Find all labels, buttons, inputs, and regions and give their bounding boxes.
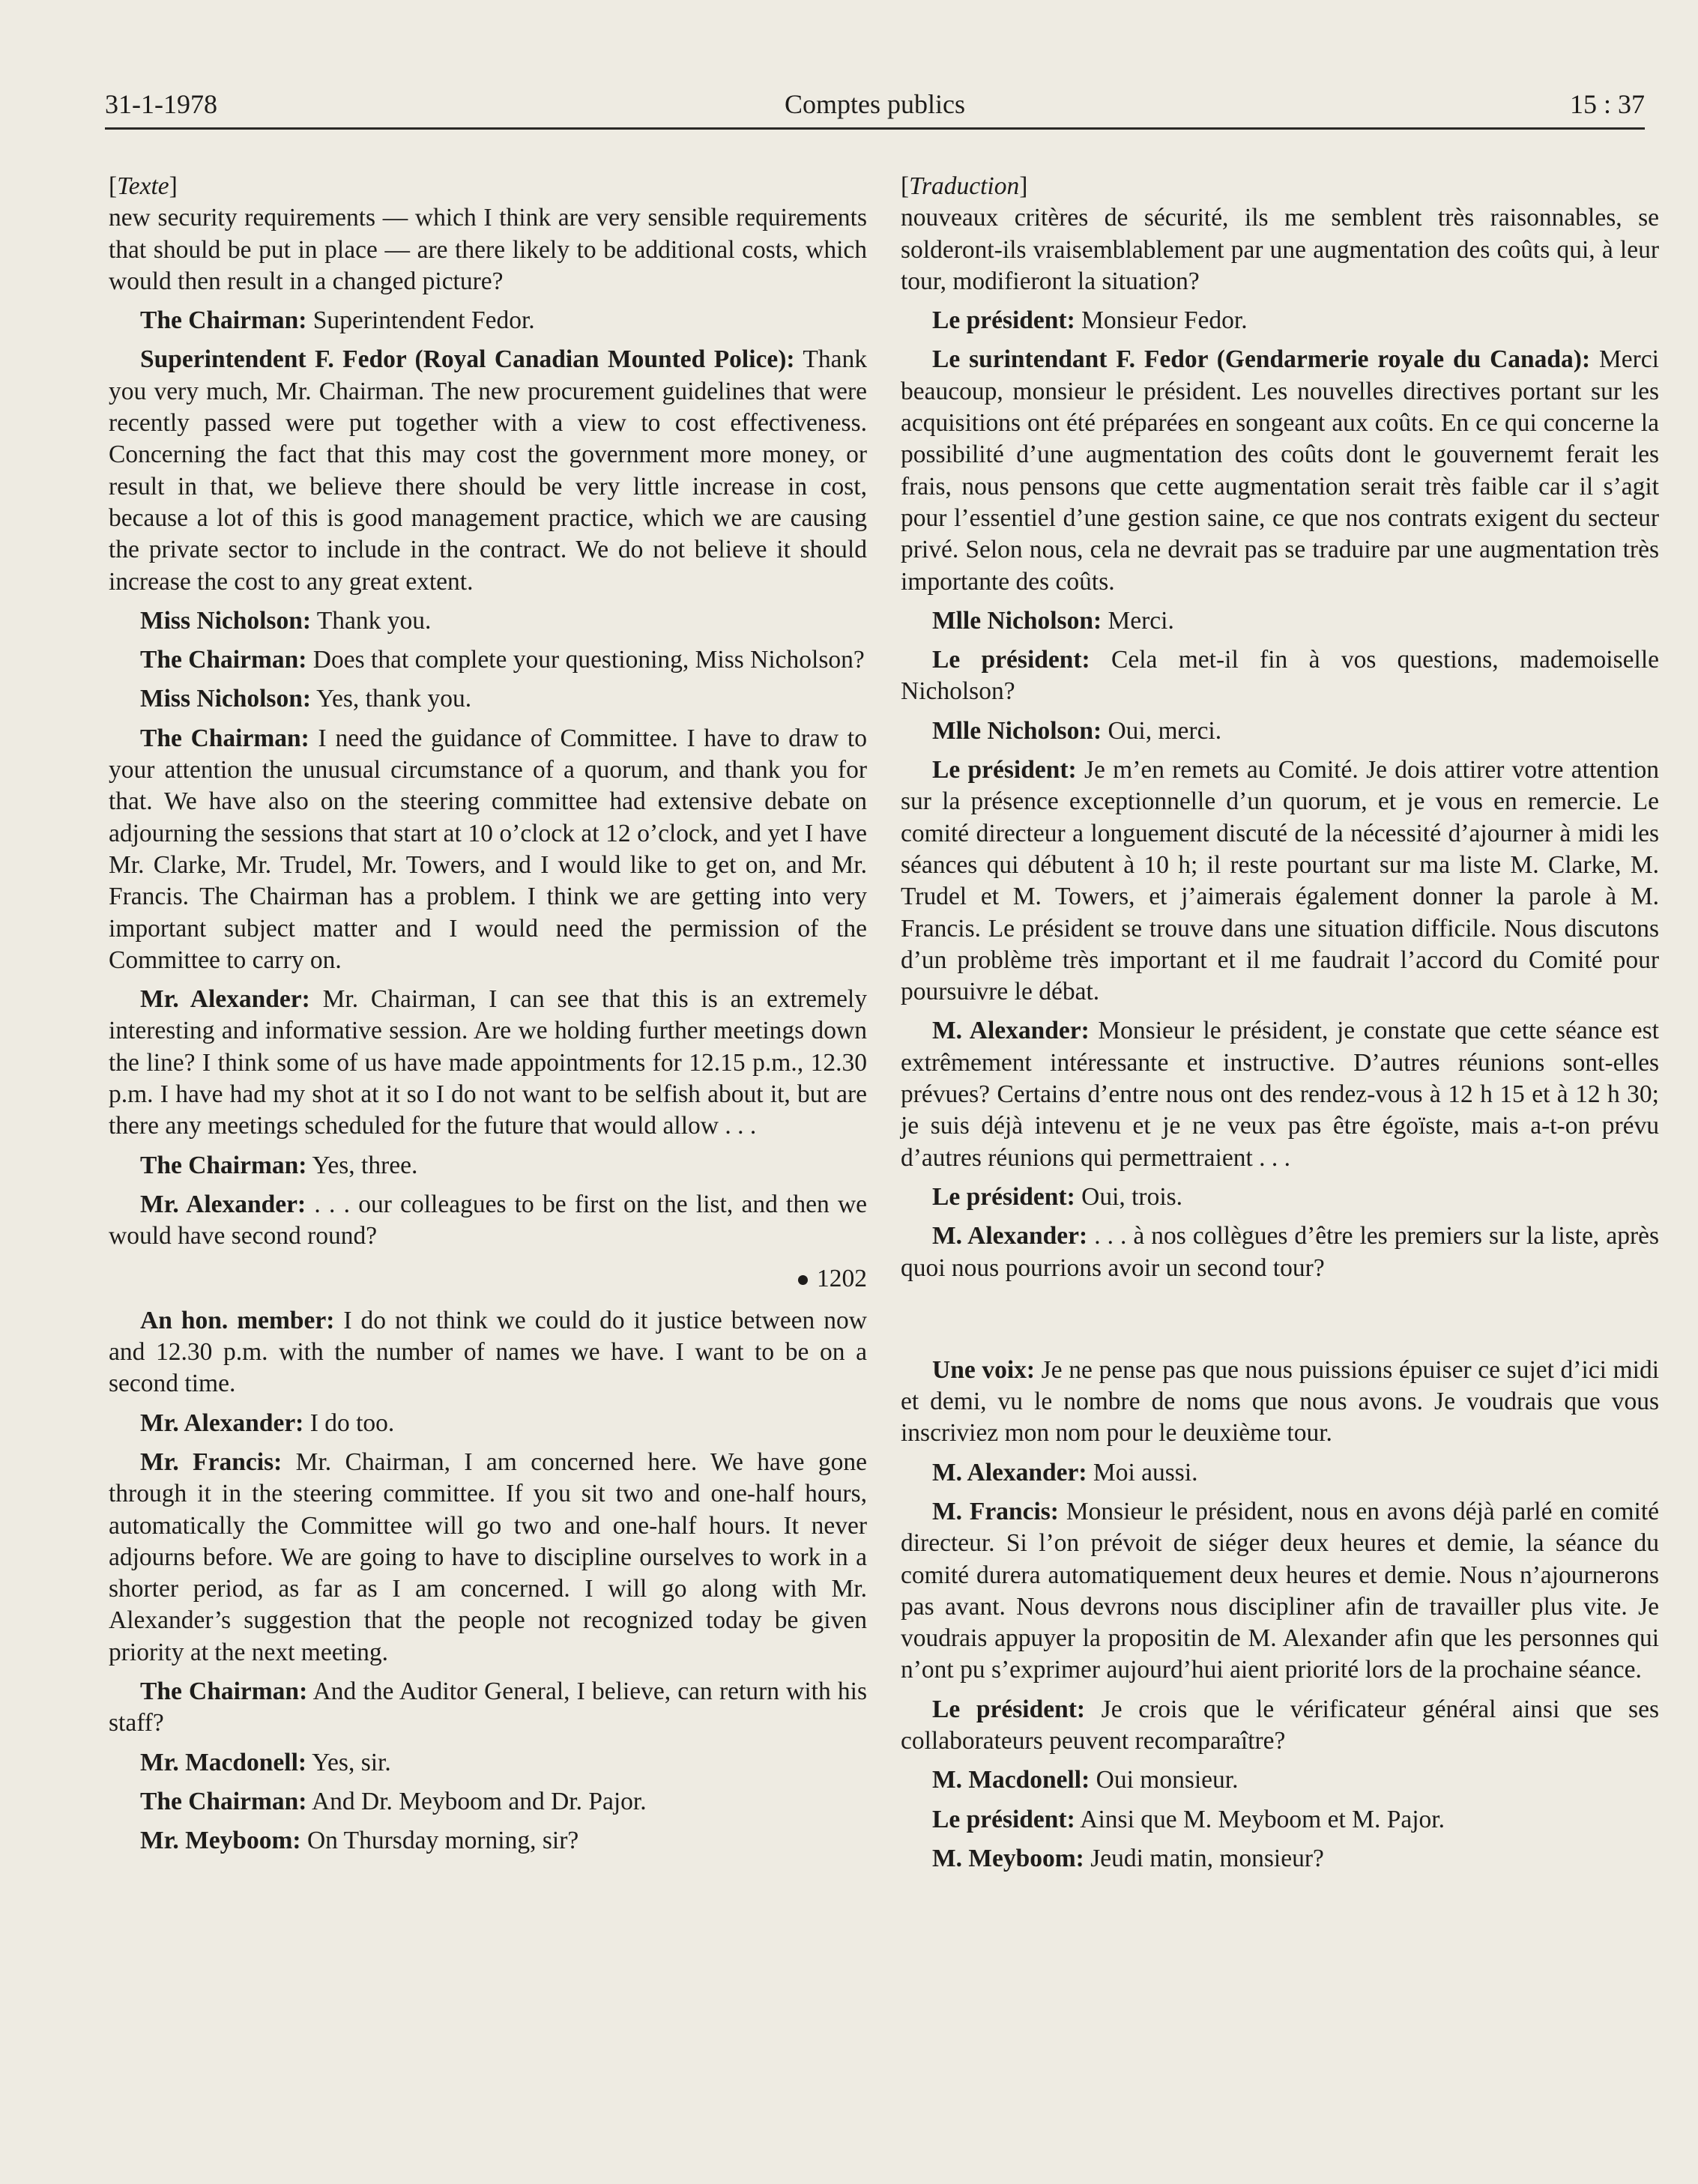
speaker-name: The Chairman: — [140, 1787, 307, 1815]
speaker-name: The Chairman: — [140, 724, 309, 752]
speaker-paragraph — [109, 1747, 867, 1779]
speaker-paragraph — [109, 1408, 867, 1439]
speaker-paragraph — [901, 1694, 1659, 1758]
speaker-paragraph — [109, 1786, 867, 1818]
speaker-name: Une voix: — [932, 1355, 1036, 1384]
speaker-paragraph — [901, 1843, 1659, 1875]
speaker-name: Le président: — [932, 1182, 1075, 1211]
speaker-paragraph — [901, 305, 1659, 336]
speaker-name: The Chairman: — [140, 646, 307, 674]
speaker-name: Miss Nicholson: — [140, 606, 312, 635]
speech-text: Mr. Chairman, I am concerned here. We have gone through it in the steering committee. If you sit two and one-half hours, automatically the Committee will go two and one-half hours. It never adjourns before. We are going to have to discipline ourselves to work in a shorter period, as far as I am concerned. I will go along with Mr. Alexander’s suggestion that the people not recognized today be given priority at the next meeting. — [109, 1448, 867, 1666]
speaker-name: Le président: — [932, 1695, 1086, 1723]
speaker-name: M. Alexander: — [932, 1017, 1090, 1045]
speaker-name: Mr. Meyboom: — [140, 1827, 301, 1855]
speaker-paragraph — [901, 605, 1659, 637]
speech-text: Yes, three. — [306, 1151, 418, 1179]
speaker-name: Mr. Macdonell: — [140, 1748, 307, 1776]
speech-text: Merci beaucoup, monsieur le président. Les nouvelles directives portant sur les acquisitions ont été préparées en songeant aux coûts. En ce qui concerne la possibilité d’une augmentation des coûts dont le gouvernemt ferait les frais, nous pensons que cette augmentation serait très faible car il s’agit pour l’essentiel d’une gestion saine, ce que nos contrats exigent du secteur privé. Selon nous, cela ne devrait pas se traduire par une augmentation très importante des coûts. — [901, 345, 1659, 596]
speaker-paragraph — [109, 683, 867, 715]
speech-text: On Thursday morning, sir? — [300, 1827, 579, 1855]
speaker-paragraph — [109, 305, 867, 336]
transcript-entries-continued — [901, 1355, 1659, 1875]
speaker-name: M. Macdonell: — [932, 1766, 1090, 1794]
speech-text: . . . our colleagues to be first on the list, and then we would have second round? — [109, 1190, 868, 1250]
intro-paragraph: new security requirements — which I think are very sensible requirements that should be put in place — are there likely to be additional costs, which would then result in a changed picture? — [109, 204, 867, 295]
speech-text: Oui, merci. — [1102, 716, 1222, 745]
language-tag: [Traduction] — [901, 172, 1028, 200]
speaker-paragraph — [901, 1015, 1659, 1173]
speaker-paragraph — [109, 344, 867, 597]
speaker-paragraph — [109, 1447, 867, 1669]
time-marker: 1202 — [109, 1263, 867, 1295]
speaker-name: M. Francis: — [932, 1497, 1059, 1525]
speaker-name: Miss Nicholson: — [140, 685, 312, 713]
speaker-paragraph — [901, 716, 1659, 747]
speaker-name: The Chairman: — [140, 1151, 307, 1179]
transcript-entries-continued — [109, 1305, 867, 1857]
speaker-paragraph — [109, 984, 867, 1142]
english-column — [109, 171, 867, 1865]
speaker-paragraph — [901, 1355, 1659, 1450]
speaker-paragraph — [109, 644, 867, 676]
speaker-name: M. Alexander: — [932, 1458, 1087, 1486]
speech-text: And Dr. Meyboom and Dr. Pajor. — [306, 1787, 647, 1815]
french-column — [901, 171, 1659, 1882]
speech-text: Merci. — [1102, 606, 1174, 635]
speaker-paragraph — [109, 723, 867, 976]
speech-text: Superintendent Fedor. — [306, 306, 535, 335]
speaker-name: Mr. Francis: — [140, 1448, 283, 1476]
speaker-name: Le surintendant F. Fedor (Gendarmerie royale du Canada): — [932, 345, 1591, 374]
speech-text: Je crois que le vérificateur général ainsi que ses collaborateurs peuvent recomparaître? — [901, 1695, 1659, 1755]
speech-text: Yes, thank you. — [311, 685, 472, 713]
speech-text: Mr. Chairman, I can see that this is an extremely interesting and informative session. Are we holding further meetings down the line? I think some of us have made appointments for 12.15 p.m., 12.30 p.m. I have had my shot at it so I do not want to be selfish about it, but are there any meetings scheduled for the future that would allow . . . — [109, 985, 867, 1140]
speaker-name: An hon. member: — [140, 1306, 335, 1334]
speaker-name: Le président: — [932, 646, 1090, 674]
speech-text: Je m’en remets au Comité. Je dois attirer votre attention sur la présence exceptionnelle d’un quorum, et je vous en remercie. Le comité directeur a longuement discuté de la nécessité d’ajourner à midi les séances qui débutent à 10 h; il reste pourtant sur ma liste M. Clarke, M. Trudel et M. Towers, et j’aimerais également donner la parole à M. Francis. Le président se trouve dans une situation difficile. Nous discutons d’un problème très important et il me faudrait l’accord du Comité pour poursuivre le débat. — [901, 756, 1660, 1006]
speaker-name: M. Alexander: — [932, 1222, 1088, 1250]
column-spacer — [901, 1292, 1659, 1355]
speaker-paragraph — [901, 1457, 1659, 1489]
speech-text: I do not think we could do it justice between now and 12.30 p.m. with the number of names we have. I want to be on a second time. — [109, 1306, 867, 1398]
speech-text: Does that complete your questioning, Miss Nicholson? — [306, 646, 865, 674]
speech-text: I need the guidance of Committee. I have to draw to your attention the unusual circumstance of a quorum, and thank you for that. We have also on the steering committee had extensive debate on adjourning the sessions that start at 10 o’clock at 12 o’clock, and yet I have Mr. Clarke, Mr. Trudel, Mr. Towers, and I would like to get on, and Mr. Francis. The Chairman has a problem. I think we are getting into very important subject matter and I would need the permission of the Committee to carry on. — [109, 724, 867, 974]
speech-text: Jeudi matin, monsieur? — [1084, 1844, 1324, 1872]
speech-text: Monsieur le président, nous en avons déjà parlé en comité directeur. Si l’on prévoit de siéger deux heures et demie, la séance du comité durera automatiquement deux heures et demie. Nous n’ajournerons pas avant. Nous devrons nous discipliner afin de travailler plus vite. Je voudrais appuyer la propositin de M. Alexander afin que les personnes qui n’ont pu s’exprimer aujourd’hui aient priorité lors de la prochaine séance. — [901, 1497, 1659, 1684]
speaker-paragraph — [901, 754, 1659, 1008]
speaker-paragraph — [109, 1825, 867, 1857]
speaker-paragraph — [109, 1150, 867, 1182]
header-page-number: 15 : 37 — [1569, 89, 1645, 119]
speech-text: Ainsi que M. Meyboom et M. Pajor. — [1075, 1805, 1445, 1833]
speaker-paragraph — [109, 1676, 867, 1740]
speech-text: Monsieur le président, je constate que cette séance est extrêmement intéressante et instructive. D’autres réunions sont-elles prévues? Certains d’entre nous ont des rendez-vous à 12 h 15 et à 12 h 30; je suis déjà intevenu et je ne veux pas être égoïste, mais a-t-on prévu d’autres réunions qui permettraient . . . — [901, 1017, 1659, 1172]
speech-text: Thank you. — [311, 606, 432, 635]
speaker-paragraph — [901, 1764, 1659, 1796]
running-header — [105, 88, 1645, 130]
speaker-name: The Chairman: — [140, 306, 307, 335]
speech-text: Thank you very much, Mr. Chairman. The new procurement guidelines that were recently passed were put together with a view to cost effectiveness. Concerning the fact that this may cost the government more money, or result in that, we believe there should be very little increase in cost, because a lot of this is good management practice, which we are causing the private sector to include in the contract. We do not believe it should increase the cost to any great extent. — [109, 345, 867, 596]
speaker-paragraph — [901, 1804, 1659, 1836]
speaker-name: Le président: — [932, 756, 1077, 784]
speaker-paragraph — [901, 1182, 1659, 1213]
language-tag: [Texte] — [109, 172, 178, 200]
speech-text: Moi aussi. — [1087, 1458, 1198, 1486]
speaker-paragraph — [901, 1220, 1659, 1284]
bullet-icon — [798, 1275, 808, 1285]
intro-paragraph: nouveaux critères de sécurité, ils me semblent très raisonnables, se solderont-ils vraisemblablement par une augmentation des coûts qui, à leur tour, modifieront la situation? — [901, 204, 1659, 295]
speech-text: And the Auditor General, I believe, can return with his staff? — [109, 1678, 867, 1737]
speech-text: Oui, trois. — [1075, 1182, 1183, 1211]
speaker-paragraph — [109, 1189, 867, 1253]
speech-text: Cela met-il fin à vos questions, mademoiselle Nicholson? — [901, 646, 1659, 706]
speaker-name: Mlle Nicholson: — [932, 716, 1102, 745]
speaker-paragraph — [901, 344, 1659, 597]
speaker-name: Le président: — [932, 1805, 1075, 1833]
speech-text: I do too. — [303, 1409, 395, 1437]
transcript-entries — [109, 305, 867, 1252]
speaker-paragraph — [901, 1496, 1659, 1687]
speaker-name: The Chairman: — [140, 1678, 308, 1706]
header-title: Comptes publics — [785, 89, 965, 119]
speech-text: Yes, sir. — [306, 1748, 391, 1776]
speech-text: Je ne pense pas que nous puissions épuiser ce sujet d’ici midi et demi, vu le nombre de noms que nous avons. Je voudrais que vous inscriviez mon nom pour le deuxième tour. — [901, 1355, 1659, 1448]
speaker-name: Mr. Alexander: — [140, 985, 310, 1014]
speaker-name: Superintendent F. Fedor (Royal Canadian Mounted Police): — [140, 345, 795, 374]
speaker-paragraph — [109, 605, 867, 637]
speech-text: Monsieur Fedor. — [1075, 306, 1248, 335]
header-date: 31-1-1978 — [105, 89, 217, 119]
speaker-name: Mr. Alexander: — [140, 1409, 304, 1437]
speaker-name: M. Meyboom: — [932, 1844, 1084, 1872]
speaker-name: Mlle Nicholson: — [932, 606, 1102, 635]
speaker-name: Mr. Alexander: — [140, 1190, 306, 1218]
speaker-paragraph — [901, 644, 1659, 708]
speaker-name: Le président: — [932, 306, 1075, 335]
speech-text: . . . à nos collègues d’être les premiers sur la liste, après quoi nous pourrions avoir un second tour? — [901, 1222, 1660, 1282]
transcript-entries — [901, 305, 1659, 1284]
speech-text: Oui monsieur. — [1090, 1766, 1239, 1794]
speaker-paragraph — [109, 1305, 867, 1400]
